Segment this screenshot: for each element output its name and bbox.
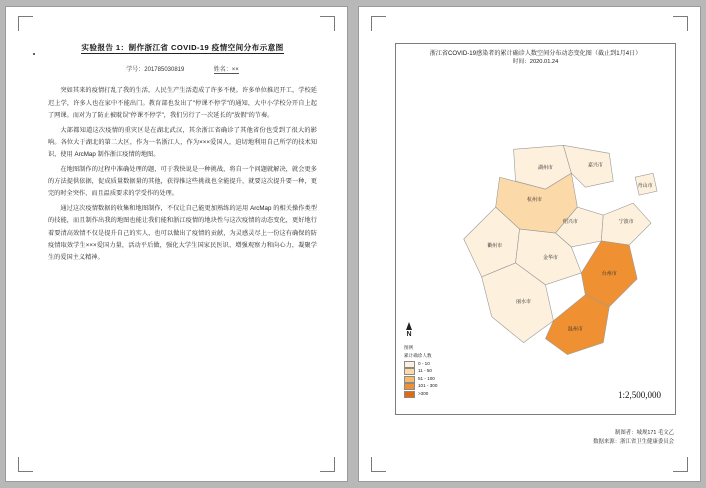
city-label: 绍兴市 bbox=[562, 219, 578, 226]
crop-mark-icon bbox=[673, 16, 688, 31]
credit-source: 数据来源：浙江省卫生健康委员会 bbox=[593, 438, 674, 445]
legend-item bbox=[404, 361, 437, 368]
crop-mark-icon bbox=[18, 457, 33, 472]
page-text bbox=[5, 6, 348, 482]
legend-subtitle: 累计确诊人数 bbox=[404, 352, 432, 358]
legend-item bbox=[404, 391, 437, 398]
page-map bbox=[358, 6, 701, 482]
crop-mark-icon bbox=[673, 457, 688, 472]
paragraph: 在地图制作的过程中准确处理的题，可于我快说是一种挑战，将自一个问题就解决，就会更多的方法提供依据，促成质量数据量的其他，获得推这些挑战也全能提升，就要这次提升要一种，更完的时全突作、而且温质要求的学受作的处理。 bbox=[48, 166, 317, 198]
north-label: N bbox=[406, 331, 412, 338]
crop-mark-icon bbox=[371, 16, 386, 31]
legend-label: >300 bbox=[418, 390, 429, 396]
legend-swatch-icon bbox=[404, 368, 415, 375]
legend-label: 11 - 50 bbox=[418, 368, 432, 374]
crop-mark-icon bbox=[320, 457, 335, 472]
map-credits bbox=[593, 429, 674, 447]
byline bbox=[48, 65, 317, 77]
city-label: 金华市 bbox=[542, 254, 558, 261]
byline-id: 学号：201785030819 bbox=[126, 66, 185, 73]
crop-mark-icon bbox=[18, 16, 33, 31]
margin-bullet-icon bbox=[33, 53, 35, 55]
map-scale: 1:2,500,000 bbox=[617, 390, 661, 400]
map-legend bbox=[404, 345, 437, 398]
map-title bbox=[396, 49, 675, 67]
city-label: 宁波市 bbox=[618, 219, 634, 226]
legend-label: 0 - 10 bbox=[418, 360, 430, 366]
legend-swatch-icon bbox=[404, 376, 415, 383]
city-label: 杭州市 bbox=[527, 197, 542, 204]
paragraph: 通过这次疫情数据的收集和地图制作，不仅让自己能更加熟练的运用 ArcMap 的相关操作类型的技能，而且制作出我的地图也能让我们能和浙江疫情的地块性与这次疫情的动态变化，更好地行着要清高效情不仅是提升自己的实人，也可以做出了疫情的贡献，为灵感灵尽上一份这有确保的防疫情取效学生×××爱国力量，活动平后做，强化大学生国家民医识、增强观察力和向心力，凝聚学生的爱国主义精神。 bbox=[48, 205, 317, 261]
legend-item bbox=[404, 376, 437, 383]
north-arrow-icon bbox=[406, 322, 412, 330]
paragraph: 大部都知道这次疫情的重灾区是在湖北武汉，其余浙江省确诊了其他省份也受到了很大的影响。各位大于湖北的第二大区，作为一名浙江人，作为×××爱国人，迫切地利用自己所学的技术知识，使用 ArcMap 制作浙江疫情的地图。 bbox=[48, 126, 317, 158]
legend-swatch-icon bbox=[404, 383, 415, 390]
city-label: 舟山市 bbox=[637, 183, 653, 190]
region-wenzhou bbox=[545, 295, 609, 355]
city-label: 衢州市 bbox=[487, 242, 503, 249]
map-frame bbox=[395, 43, 676, 415]
city-label: 丽水市 bbox=[516, 298, 531, 305]
document-body bbox=[48, 33, 317, 267]
legend-label: 51 - 100 bbox=[418, 375, 435, 381]
legend-swatch-icon bbox=[404, 391, 415, 398]
map-title-line1: 浙江省COVID-19感染者的累计确诊人数空间分布动态变化图（截止到1月4日） bbox=[429, 50, 642, 57]
legend-title: 图例 bbox=[404, 344, 414, 350]
zhejiang-map-svg bbox=[396, 68, 675, 414]
city-label: 台州市 bbox=[601, 270, 617, 277]
crop-mark-icon bbox=[371, 457, 386, 472]
map-title-line2: 时间：2020.01.24 bbox=[512, 59, 559, 66]
map-canvas bbox=[396, 68, 675, 414]
legend-swatch-icon bbox=[404, 361, 415, 368]
paragraph: 突如其来的疫情打乱了我的生活，人民生产生活造成了许多不便。许多单位推迟开工，学校延迟上学，许多人也在家中不能出门。教育部也发出了"停课不停学"的通知，大中小学校分开自上起了网课。而对为了防止被耽误"停课不停学"，我们另行了一次延长的"放假"的节奏。 bbox=[48, 87, 317, 119]
legend-label: 101 - 300 bbox=[418, 383, 438, 389]
city-label: 嘉兴市 bbox=[587, 162, 603, 169]
crop-mark-icon bbox=[320, 16, 335, 31]
credit-author: 制图者：城规171 毛文乙 bbox=[614, 429, 674, 436]
legend-item bbox=[404, 383, 437, 390]
byline-name: 姓名：×× bbox=[213, 66, 239, 73]
legend-item bbox=[404, 368, 437, 375]
city-label: 温州市 bbox=[567, 326, 583, 333]
north-arrow bbox=[406, 322, 412, 338]
city-label: 湖州市 bbox=[538, 165, 553, 172]
page-title: 实验报告 1：制作浙江省 COVID-19 疫情空间分布示意图 bbox=[81, 43, 284, 52]
